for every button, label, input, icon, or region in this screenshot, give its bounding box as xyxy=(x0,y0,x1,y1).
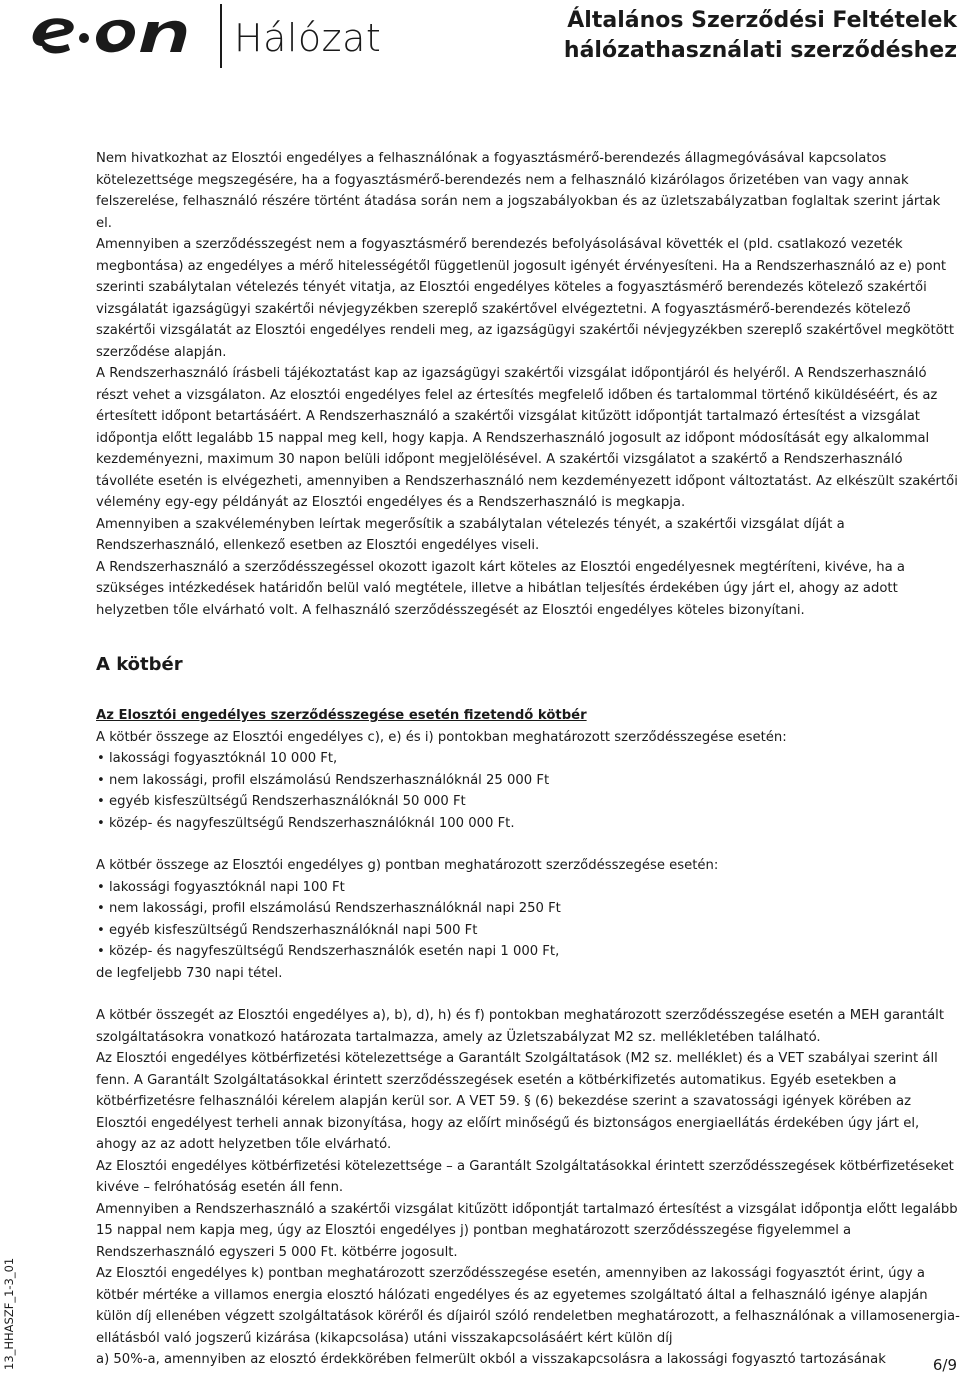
paragraph: A Rendszerhasználó írásbeli tájékoztatást kap az igazságügyi szakértői vizsgálat időpontjáról és helyéről. A Rendszerhasználó részt vehet a vizsgálaton. Az elosztói engedélyes felel az értesítés megfelelő időben és tartalommal történő kiküldéséért, és az értesített időpont betartásáért. A Rendszerhasználó a szakértői vizsgálat kitűzött időpontját tartalmazó értesítést a vizsgálat időpontja előtt legalább 15 nappal meg kell, hogy kapja. A Rendszerhasználó jogosult az időpont módosítását egy alkalommal kezdeményezni, maximum 30 napon belüli időpont megjelölésével. A szakértői vizsgálatot a szakértő a Rendszerhasználó távolléte esetén is elvégezheti, amennyiben a Rendszerhasználó nem kezdeményezett időpont változtatást. Az elkészült szakértői vélemény egy-egy példányát az Elosztói engedélyes és a Rendszerhasználó is megkapja. xyxy=(96,366,958,510)
brand-subtitle: Hálózat xyxy=(234,16,382,60)
list-item: • közép- és nagyfeszültségű Rendszerhasználók esetén napi 1 000 Ft, xyxy=(96,941,960,963)
document-title-line1: Általános Szerződési Feltételek xyxy=(567,8,957,33)
section-subtitle: Az Elosztói engedélyes szerződésszegése esetén fizetendő kötbér xyxy=(96,708,587,723)
list-item: • közép- és nagyfeszültségű Rendszerhasználóknál 100 000 Ft. xyxy=(96,813,960,835)
document-title xyxy=(564,6,957,66)
document-code: 13_HHASZF_1-3_01 xyxy=(2,1257,16,1370)
list-intro: A kötbér összege az Elosztói engedélyes c), e) és i) pontokban meghatározott szerződésszegése esetén: xyxy=(96,729,787,745)
paragraph: Az Elosztói engedélyes k) pontban meghatározott szerződésszegése esetén, amennyiben az lakossági fogyasztót érint, úgy a kötbér mértéke a villamos energia elosztó hálózati engedélyes és az egyetemes szolgáltató által a felhasználó igénye alapján külön díj ellenében végzett szolgáltatások köréről és díjairól szóló rendeletben meghatározott, a felhasználónak a villamosenergia-ellátásból való jogszerű kizárása (kikapcsolása) utáni visszakapcsolásáért kért külön díj xyxy=(96,1266,960,1346)
list-item: • egyéb kisfeszültségű Rendszerhasználóknál napi 500 Ft xyxy=(96,920,960,942)
paragraph: Az Elosztói engedélyes kötbérfizetési kötelezettsége a Garantált Szolgáltatások (M2 sz. melléklet) és a VET szabályai szerint áll fenn. A Garantált Szolgáltatásokkal érintett szerződésszegések esetén a kötbérkifizetés automatikus. Egyéb esetekben a kötbérfizetésre felhasználói kérelem alapján kerül sor. A VET 59. § (6) bekezdése szerint a szavatossági igények körében az Elosztói engedélyest terheli annak bizonyítása, hogy az előírt minőségű és biztonságos energiaellátás érdekében úgy járt el, ahogy az az adott helyzetben tőle elvárható. xyxy=(96,1051,938,1152)
page-header xyxy=(0,0,960,80)
paragraph: Amennyiben a Rendszerhasználó a szakértői vizsgálat kitűzött időpontját tartalmazó értesítést a vizsgálat időpontja előtt legalább 15 nappal nem kapja meg, úgy az Elosztói engedélyes j) pontban meghatározott szerződésszegése figyelemmel a Rendszerhasználó egyszeri 5 000 Ft. kötbérre jogosult. xyxy=(96,1201,958,1260)
document-body xyxy=(96,148,960,1371)
paragraph: A kötbér összegét az Elosztói engedélyes a), b), d), h) és f) pontokban meghatározott szerződésszegése esetén a MEH garantált szolgáltatásokra vonatkozó határozata tartalmazza, amely az Üzletszabályzat M2 sz. mellékletében található. xyxy=(96,1008,944,1045)
paragraph: Az Elosztói engedélyes kötbérfizetési kötelezettsége – a Garantált Szolgáltatásokkal érintett szerződésszegések kötbérfizetéseket kivéve – felróhatóság esetén áll fenn. xyxy=(96,1158,954,1195)
document-title-line2: hálózathasználati szerződéshez xyxy=(563,38,957,63)
page-number: 6/9 xyxy=(932,1356,957,1374)
paragraph: Amennyiben a szerződésszegést nem a fogyasztásmérő berendezés befolyásolásával követték el (pld. csatlakozó vezeték megbontása) az engedélyes a mérő hitelességétől függetlenül jogosult igényét érvényesíteni. Ha a Rendszerhasználó az e) pont szerinti szabálytalan vételezés tényét vitatja, az Elosztói engedélyes köteles a fogyasztásmérő berendezés kötelező szakértői vizsgálatát igazságügyi szakértői névjegyzékben szereplő szakértővel elvégeztetni. A fogyasztásmérő-berendezés kötelező szakértői vizsgálatát az Elosztói engedélyes rendeli meg, az igazságügyi szakértői névjegyzékben szereplő szakértővel megkötött szerződése alapján. xyxy=(96,237,955,360)
logo-divider xyxy=(220,4,222,68)
list-item: • nem lakossági, profil elszámolású Rendszerhasználóknál 25 000 Ft xyxy=(96,770,960,792)
list-intro: A kötbér összege az Elosztói engedélyes g) pontban meghatározott szerződésszegése esetén: xyxy=(96,858,719,873)
paragraph: Amennyiben a szakvéleményben leírtak megerősítik a szabálytalan vételezés tényét, a szakértői vizsgálat díját a Rendszerhasználó, ellenkező esetben az Elosztói engedélyes viseli. xyxy=(96,516,845,553)
paragraph: A Rendszerhasználó a szerződésszegéssel okozott igazolt kárt köteles az Elosztói engedélyesnek megtéríteni, kivéve, ha a szükséges intézkedések határidőn belül való megtétele, illetve a hibátlan teljesítés érdekében úgy járt el, ahogy az adott helyzetben tőle elvárható volt. A felhasználó szerződésszegését az Elosztói engedélyes köteles bizonyítani. xyxy=(96,559,905,618)
penalty-list-2 xyxy=(96,877,960,963)
list-outro: de legfeljebb 730 napi tétel. xyxy=(96,965,283,981)
list-item: • lakossági fogyasztóknál 10 000 Ft, xyxy=(96,748,960,770)
list-item: • lakossági fogyasztóknál napi 100 Ft xyxy=(96,877,960,899)
list-item: • egyéb kisfeszültségű Rendszerhasználóknál 50 000 Ft xyxy=(96,791,960,813)
list-item: • nem lakossági, profil elszámolású Rendszerhasználóknál napi 250 Ft xyxy=(96,898,960,920)
penalty-list-1 xyxy=(96,748,960,834)
section-title: A kötbér xyxy=(96,654,183,675)
eon-logo xyxy=(28,6,208,68)
paragraph: a) 50%-a, amennyiben az elosztó érdekkörében felmerült okból a visszakapcsolásra a lakossági fogyasztó tartozásának xyxy=(96,1352,886,1367)
paragraph: Nem hivatkozhat az Elosztói engedélyes a felhasználónak a fogyasztásmérő-berendezés állagmegóvásával kapcsolatos kötelezettsége megszegésére, ha a fogyasztásmérő-berendezés nem a felhasználó kizárólagos őrizetében van vagy annak felszerelése, felhasználó részére történt átadása során nem a jogszabályokban és az üzletszabályzatban foglaltak szerint jártak el. xyxy=(96,151,941,231)
